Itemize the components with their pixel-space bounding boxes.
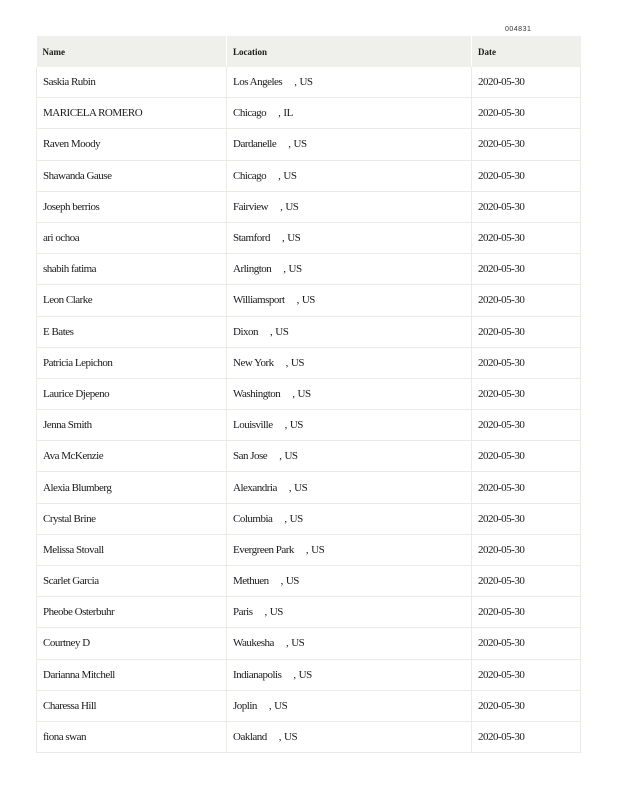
location-city: San Jose [233, 450, 268, 463]
table-row [37, 191, 581, 222]
location-separator: , [293, 668, 296, 681]
location-city: Dixon [233, 325, 258, 338]
location-separator: , [285, 356, 288, 369]
location-region: US [293, 138, 307, 151]
cell-location [227, 534, 472, 565]
table-row [37, 597, 581, 628]
cell-name: Raven Moody [37, 129, 227, 160]
location-city: Oakland [233, 731, 267, 744]
cell-date: 2020-05-30 [472, 316, 581, 347]
location-city: Alexandria [233, 481, 277, 494]
location-city: Waukesha [233, 637, 274, 650]
cell-name: ari ochoa [37, 222, 227, 253]
cell-location [227, 690, 472, 721]
location-region: US [301, 294, 315, 307]
cell-location [227, 410, 472, 441]
location-separator: , [305, 543, 309, 556]
cell-name: Darianna Mitchell [37, 659, 227, 690]
cell-name: Jenna Smith [37, 410, 227, 441]
location-separator: , [280, 575, 283, 588]
location-city: Paris [233, 606, 253, 619]
cell-location [227, 129, 472, 160]
location-region: US [285, 200, 299, 213]
table-header [37, 36, 581, 67]
location-city: Evergreen Park [233, 543, 294, 556]
column-header-date: Date [472, 36, 581, 67]
cell-date: 2020-05-30 [472, 160, 581, 191]
table-row [37, 129, 581, 160]
location-separator: , [296, 294, 299, 307]
cell-date: 2020-05-30 [472, 659, 581, 690]
table-row [37, 254, 581, 285]
table-row [37, 566, 581, 597]
cell-name: Scarlet Garcia [37, 566, 227, 597]
cell-date: 2020-05-30 [472, 628, 581, 659]
location-city: Arlington [233, 263, 272, 276]
cell-date: 2020-05-30 [472, 67, 581, 98]
location-city: Washington [233, 387, 281, 400]
location-separator: , [280, 200, 283, 213]
location-region: IL [283, 107, 293, 120]
cell-location [227, 721, 472, 752]
cell-location [227, 67, 472, 98]
cell-date: 2020-05-30 [472, 254, 581, 285]
location-region: US [294, 481, 308, 494]
cell-date: 2020-05-30 [472, 534, 581, 565]
location-region: US [275, 325, 289, 338]
cell-name: Patricia Lepichon [37, 347, 227, 378]
cell-name: Alexia Blumberg [37, 472, 227, 503]
table-row [37, 690, 581, 721]
table-row [37, 98, 581, 129]
cell-location [227, 597, 472, 628]
cell-location [227, 441, 472, 472]
table-row [37, 503, 581, 534]
table-row [37, 222, 581, 253]
cell-location [227, 659, 472, 690]
location-region: US [285, 575, 299, 588]
cell-name: Melissa Stovall [37, 534, 227, 565]
cell-name: Courtney D [37, 628, 227, 659]
table-row [37, 721, 581, 752]
table-row [37, 534, 581, 565]
location-separator: , [279, 450, 282, 463]
location-region: US [269, 606, 283, 619]
cell-location [227, 285, 472, 316]
location-region: US [288, 263, 302, 276]
page-id: 004831 [505, 26, 532, 33]
location-separator: , [278, 107, 281, 120]
cell-date: 2020-05-30 [472, 98, 581, 129]
cell-name: Pheobe Osterbuhr [37, 597, 227, 628]
cell-location [227, 160, 472, 191]
location-region: US [283, 169, 297, 182]
cell-name: MARICELA ROMERO [37, 98, 227, 129]
location-separator: , [292, 387, 295, 400]
location-separator: , [288, 481, 292, 494]
cell-location [227, 472, 472, 503]
header-row [37, 36, 581, 67]
cell-date: 2020-05-30 [472, 441, 581, 472]
table-row [37, 285, 581, 316]
location-region: US [287, 232, 301, 245]
cell-location [227, 222, 472, 253]
table-row [37, 410, 581, 441]
cell-date: 2020-05-30 [472, 472, 581, 503]
cell-location [227, 566, 472, 597]
cell-name: Saskia Rubin [37, 67, 227, 98]
cell-location [227, 347, 472, 378]
location-separator: , [288, 138, 291, 151]
table-row [37, 316, 581, 347]
cell-location [227, 254, 472, 285]
location-city: Stamford [233, 232, 270, 245]
location-region: US [290, 356, 304, 369]
location-separator: , [285, 637, 289, 650]
location-separator: , [278, 169, 281, 182]
cell-date: 2020-05-30 [472, 721, 581, 752]
cell-location [227, 191, 472, 222]
table-row [37, 67, 581, 98]
location-region: US [274, 699, 288, 712]
table-row [37, 347, 581, 378]
table-row [37, 659, 581, 690]
cell-date: 2020-05-30 [472, 191, 581, 222]
location-city: Williamsport [233, 294, 285, 307]
cell-location [227, 378, 472, 409]
cell-date: 2020-05-30 [472, 597, 581, 628]
cell-date: 2020-05-30 [472, 222, 581, 253]
table-row [37, 441, 581, 472]
location-city: Dardanelle [233, 138, 277, 151]
table-row [37, 628, 581, 659]
location-city: Columbia [233, 512, 273, 525]
cell-name: Joseph berrios [37, 191, 227, 222]
location-separator: , [284, 512, 287, 525]
location-region: US [289, 419, 303, 432]
location-city: Methuen [233, 575, 269, 588]
cell-name: Leon Clarke [37, 285, 227, 316]
location-separator: , [294, 76, 297, 89]
cell-date: 2020-05-30 [472, 410, 581, 441]
location-separator: , [284, 419, 287, 432]
cell-name: fiona swan [37, 721, 227, 752]
cell-location [227, 628, 472, 659]
location-city: New York [233, 356, 274, 369]
location-separator: , [270, 325, 273, 338]
location-region: US [284, 731, 298, 744]
cell-location [227, 316, 472, 347]
cell-location [227, 98, 472, 129]
table-row [37, 472, 581, 503]
location-separator: , [283, 263, 286, 276]
cell-name: shabih fatima [37, 254, 227, 285]
location-region: US [297, 387, 311, 400]
cell-date: 2020-05-30 [472, 285, 581, 316]
cell-location [227, 503, 472, 534]
location-city: Joplin [233, 699, 257, 712]
location-region: US [299, 76, 313, 89]
column-header-name: Name [37, 36, 227, 67]
location-separator: , [281, 232, 285, 245]
location-city: Los Angeles [233, 76, 283, 89]
table-row [37, 378, 581, 409]
location-city: Indianapolis [233, 668, 282, 681]
location-separator: , [264, 606, 267, 619]
cell-name: Shawanda Gause [37, 160, 227, 191]
cell-date: 2020-05-30 [472, 378, 581, 409]
location-region: US [291, 637, 305, 650]
cell-date: 2020-05-30 [472, 129, 581, 160]
cell-name: E Bates [37, 316, 227, 347]
cell-date: 2020-05-30 [472, 566, 581, 597]
column-header-location: Location [227, 36, 472, 67]
table-row [37, 160, 581, 191]
location-region: US [284, 450, 298, 463]
location-city: Louisville [233, 419, 273, 432]
location-separator: , [278, 731, 282, 744]
cell-name: Laurice Djepeno [37, 378, 227, 409]
location-city: Fairview [233, 200, 269, 213]
cell-name: Crystal Brine [37, 503, 227, 534]
signers-table [36, 36, 581, 753]
location-separator: , [268, 699, 272, 712]
cell-name: Charessa Hill [37, 690, 227, 721]
location-region: US [298, 668, 312, 681]
table-body [37, 67, 581, 753]
cell-date: 2020-05-30 [472, 503, 581, 534]
cell-date: 2020-05-30 [472, 347, 581, 378]
location-region: US [311, 543, 325, 556]
location-city: Chicago [233, 107, 267, 120]
cell-name: Ava McKenzie [37, 441, 227, 472]
location-city: Chicago [233, 169, 267, 182]
cell-date: 2020-05-30 [472, 690, 581, 721]
location-region: US [289, 512, 303, 525]
